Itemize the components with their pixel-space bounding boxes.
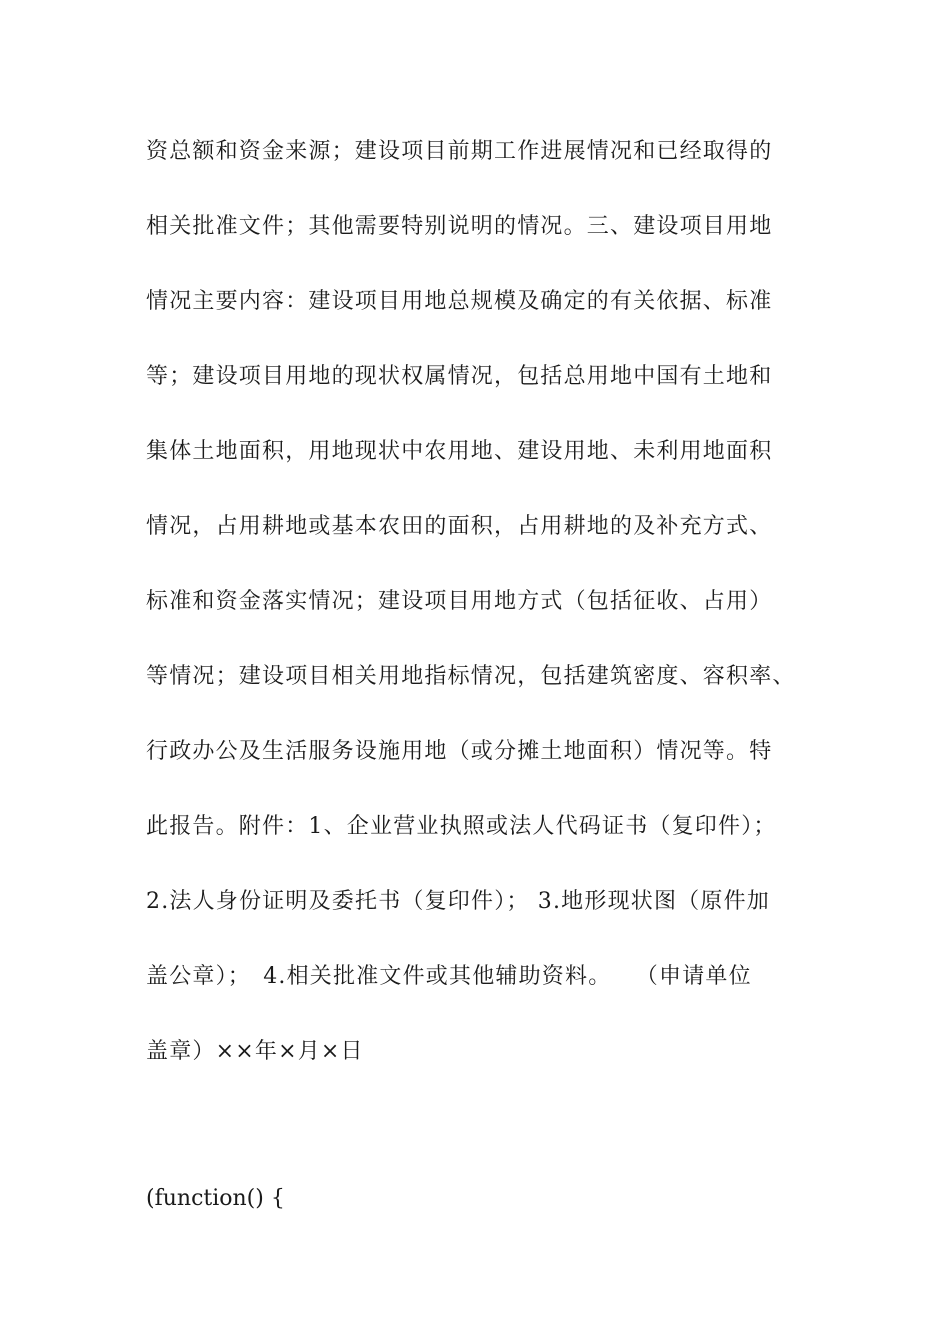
paragraph-line: 等；建设项目用地的现状权属情况，包括总用地中国有土地和 <box>146 364 773 389</box>
paragraph-line: 情况主要内容：建设项目用地总规模及确定的有关依据、标准 <box>146 289 773 314</box>
paragraph-line: 标准和资金落实情况；建设项目用地方式（包括征收、占用） <box>146 589 773 614</box>
paragraph-line: 资总额和资金来源；建设项目前期工作进展情况和已经取得的 <box>146 139 773 164</box>
paragraph-line: 此报告。附件：1、企业营业执照或法人代码证书（复印件）； <box>146 814 777 839</box>
paragraph-line: 行政办公及生活服务设施用地（或分摊土地面积）情况等。特 <box>146 739 773 764</box>
paragraph-line: 相关批准文件；其他需要特别说明的情况。三、建设项目用地 <box>146 214 773 239</box>
date-signature-line: 盖章）××年×月×日 <box>146 1039 364 1064</box>
code-fragment: (function() { <box>146 1186 285 1211</box>
paragraph-line: 盖公章）； 4.相关批准文件或其他辅助资料。 （申请单位 <box>146 964 752 989</box>
paragraph-line: 等情况；建设项目相关用地指标情况，包括建筑密度、容积率、 <box>146 664 796 689</box>
document-body <box>146 133 846 1108</box>
paragraph-line: 集体土地面积，用地现状中农用地、建设用地、未利用地面积 <box>146 439 773 464</box>
paragraph-line: 情况，占用耕地或基本农田的面积，占用耕地的及补充方式、 <box>146 514 773 539</box>
paragraph-line: 2.法人身份证明及委托书（复印件）； 3.地形现状图（原件加 <box>146 889 770 914</box>
